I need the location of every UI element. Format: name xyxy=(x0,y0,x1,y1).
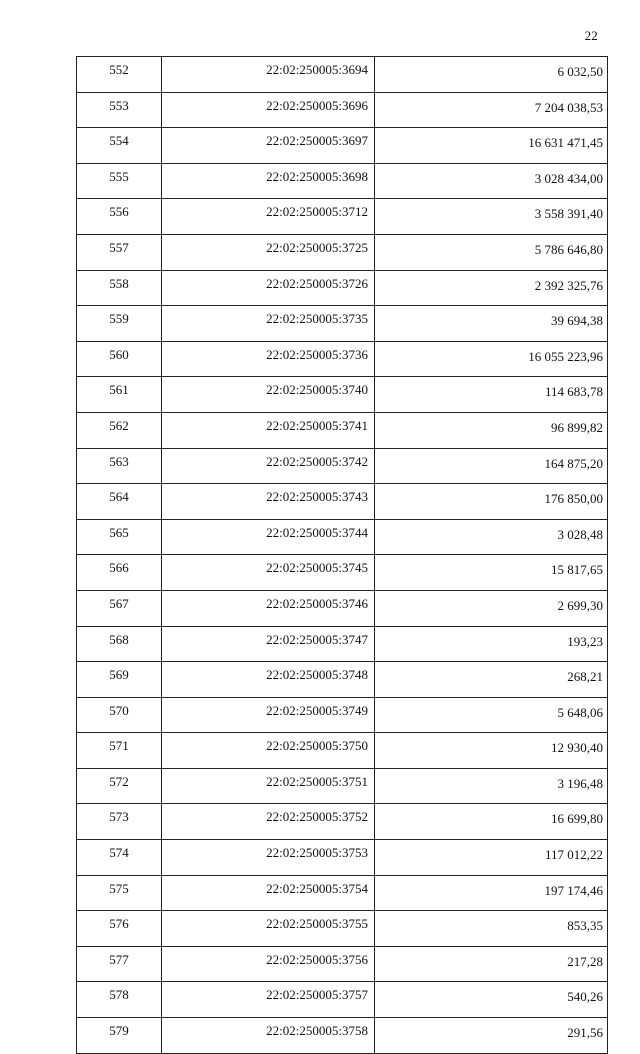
table-row xyxy=(77,840,608,876)
table-row xyxy=(77,412,608,448)
cadastral-number-cell: 22:02:250005:3712 xyxy=(162,199,375,235)
page-number: 22 xyxy=(584,28,598,43)
cadastral-number-cell: 22:02:250005:3752 xyxy=(162,804,375,840)
table-row xyxy=(77,1018,608,1054)
cadastral-number-cell: 22:02:250005:3698 xyxy=(162,163,375,199)
cadastral-number-cell: 22:02:250005:3740 xyxy=(162,377,375,413)
cadastral-number-cell: 22:02:250005:3744 xyxy=(162,519,375,555)
table-row xyxy=(77,270,608,306)
table-row xyxy=(77,234,608,270)
row-number-cell: 569 xyxy=(77,662,162,698)
table-row xyxy=(77,662,608,698)
cadastral-number-cell: 22:02:250005:3754 xyxy=(162,875,375,911)
value-cell: 16 055 223,96 xyxy=(375,341,608,377)
cadastral-number-cell: 22:02:250005:3746 xyxy=(162,590,375,626)
value-cell: 3 028,48 xyxy=(375,519,608,555)
row-number-cell: 574 xyxy=(77,840,162,876)
cadastral-number-cell: 22:02:250005:3735 xyxy=(162,306,375,342)
row-number-cell: 554 xyxy=(77,128,162,164)
table-row xyxy=(77,911,608,947)
value-cell: 268,21 xyxy=(375,662,608,698)
value-cell: 540,26 xyxy=(375,982,608,1018)
cadastral-number-cell: 22:02:250005:3694 xyxy=(162,57,375,93)
value-cell: 853,35 xyxy=(375,911,608,947)
row-number-cell: 561 xyxy=(77,377,162,413)
value-cell: 5 786 646,80 xyxy=(375,234,608,270)
table-row xyxy=(77,341,608,377)
value-cell: 12 930,40 xyxy=(375,733,608,769)
table-row xyxy=(77,946,608,982)
value-cell: 217,28 xyxy=(375,946,608,982)
cadastral-number-cell: 22:02:250005:3736 xyxy=(162,341,375,377)
cadastral-number-cell: 22:02:250005:3747 xyxy=(162,626,375,662)
cadastral-number-cell: 22:02:250005:3750 xyxy=(162,733,375,769)
cadastral-number-cell: 22:02:250005:3741 xyxy=(162,412,375,448)
row-number-cell: 579 xyxy=(77,1018,162,1054)
table-row xyxy=(77,768,608,804)
cadastral-number-cell: 22:02:250005:3696 xyxy=(162,92,375,128)
value-cell: 96 899,82 xyxy=(375,412,608,448)
value-cell: 164 875,20 xyxy=(375,448,608,484)
value-cell: 6 032,50 xyxy=(375,57,608,93)
cadastral-number-cell: 22:02:250005:3758 xyxy=(162,1018,375,1054)
row-number-cell: 562 xyxy=(77,412,162,448)
value-cell: 5 648,06 xyxy=(375,697,608,733)
table-row xyxy=(77,982,608,1018)
cadastral-number-cell: 22:02:250005:3749 xyxy=(162,697,375,733)
row-number-cell: 570 xyxy=(77,697,162,733)
value-cell: 291,56 xyxy=(375,1018,608,1054)
value-cell: 176 850,00 xyxy=(375,484,608,520)
row-number-cell: 573 xyxy=(77,804,162,840)
row-number-cell: 565 xyxy=(77,519,162,555)
table-row xyxy=(77,804,608,840)
cadastral-number-cell: 22:02:250005:3757 xyxy=(162,982,375,1018)
row-number-cell: 558 xyxy=(77,270,162,306)
row-number-cell: 575 xyxy=(77,875,162,911)
cadastral-number-cell: 22:02:250005:3726 xyxy=(162,270,375,306)
row-number-cell: 552 xyxy=(77,57,162,93)
cadastral-number-cell: 22:02:250005:3742 xyxy=(162,448,375,484)
value-cell: 197 174,46 xyxy=(375,875,608,911)
table-row xyxy=(77,697,608,733)
table-row xyxy=(77,733,608,769)
table-row xyxy=(77,128,608,164)
row-number-cell: 557 xyxy=(77,234,162,270)
row-number-cell: 566 xyxy=(77,555,162,591)
cadastral-number-cell: 22:02:250005:3755 xyxy=(162,911,375,947)
row-number-cell: 572 xyxy=(77,768,162,804)
row-number-cell: 563 xyxy=(77,448,162,484)
row-number-cell: 567 xyxy=(77,590,162,626)
row-number-cell: 556 xyxy=(77,199,162,235)
table-row xyxy=(77,163,608,199)
value-cell: 16 631 471,45 xyxy=(375,128,608,164)
cadastral-number-cell: 22:02:250005:3725 xyxy=(162,234,375,270)
table-row xyxy=(77,448,608,484)
row-number-cell: 577 xyxy=(77,946,162,982)
cadastral-number-cell: 22:02:250005:3748 xyxy=(162,662,375,698)
cadastral-number-cell: 22:02:250005:3697 xyxy=(162,128,375,164)
value-cell: 114 683,78 xyxy=(375,377,608,413)
row-number-cell: 564 xyxy=(77,484,162,520)
table-row xyxy=(77,555,608,591)
table-row xyxy=(77,519,608,555)
value-cell: 2 392 325,76 xyxy=(375,270,608,306)
table-row xyxy=(77,92,608,128)
table-row xyxy=(77,306,608,342)
cadastral-number-cell: 22:02:250005:3743 xyxy=(162,484,375,520)
value-cell: 2 699,30 xyxy=(375,590,608,626)
value-cell: 16 699,80 xyxy=(375,804,608,840)
table-row xyxy=(77,57,608,93)
table-row xyxy=(77,626,608,662)
row-number-cell: 553 xyxy=(77,92,162,128)
cadastral-number-cell: 22:02:250005:3751 xyxy=(162,768,375,804)
value-cell: 7 204 038,53 xyxy=(375,92,608,128)
table-row xyxy=(77,590,608,626)
cadastral-number-cell: 22:02:250005:3745 xyxy=(162,555,375,591)
row-number-cell: 576 xyxy=(77,911,162,947)
value-cell: 39 694,38 xyxy=(375,306,608,342)
cadastral-number-cell: 22:02:250005:3753 xyxy=(162,840,375,876)
value-cell: 117 012,22 xyxy=(375,840,608,876)
value-cell: 3 196,48 xyxy=(375,768,608,804)
row-number-cell: 571 xyxy=(77,733,162,769)
row-number-cell: 560 xyxy=(77,341,162,377)
table-row xyxy=(77,199,608,235)
row-number-cell: 555 xyxy=(77,163,162,199)
cadastral-number-cell: 22:02:250005:3756 xyxy=(162,946,375,982)
table-row xyxy=(77,377,608,413)
value-cell: 193,23 xyxy=(375,626,608,662)
row-number-cell: 559 xyxy=(77,306,162,342)
value-cell: 15 817,65 xyxy=(375,555,608,591)
value-cell: 3 028 434,00 xyxy=(375,163,608,199)
value-cell: 3 558 391,40 xyxy=(375,199,608,235)
row-number-cell: 578 xyxy=(77,982,162,1018)
row-number-cell: 568 xyxy=(77,626,162,662)
table-row xyxy=(77,875,608,911)
table-row xyxy=(77,484,608,520)
